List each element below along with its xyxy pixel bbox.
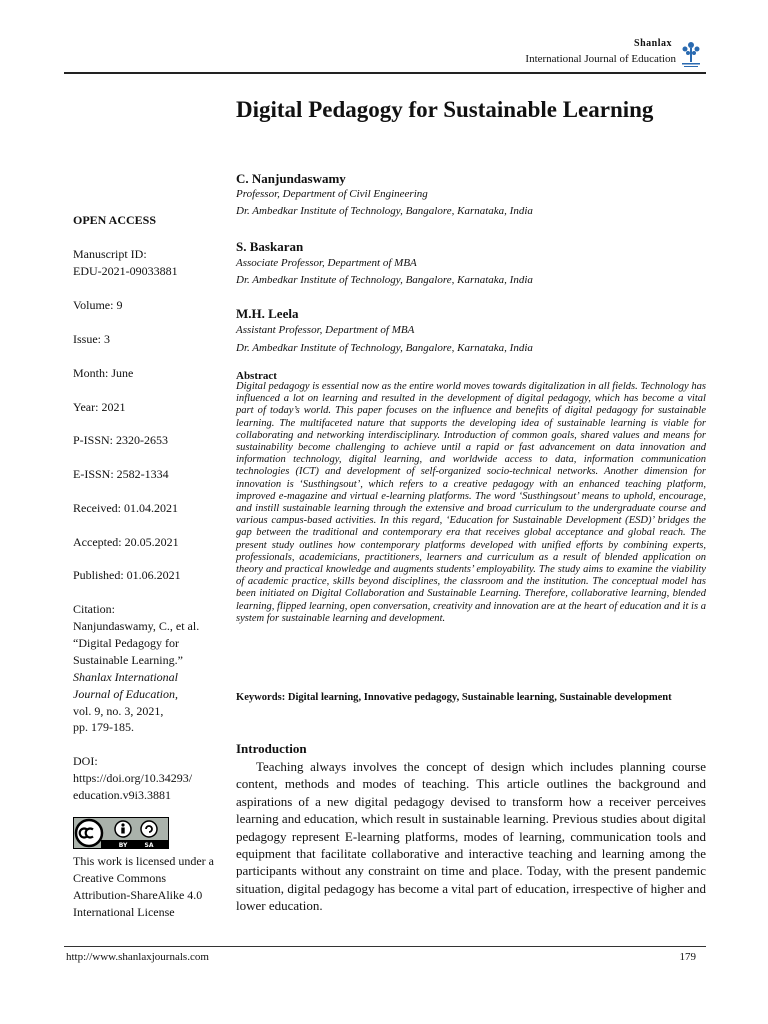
month: Month: June xyxy=(73,366,134,380)
license-text: This work is licensed under a Creative Commons Attribution-ShareAlike 4.0 International License xyxy=(73,854,214,919)
accepted-date: Accepted: 20.05.2021 xyxy=(73,535,179,549)
cc-sa-text: SA xyxy=(144,842,154,849)
author-institution-1: Dr. Ambedkar Institute of Technology, Bangalore, Karnataka, India xyxy=(236,205,533,217)
open-access-label: OPEN ACCESS xyxy=(73,213,157,227)
published-date: Published: 01.06.2021 xyxy=(73,568,181,582)
manuscript-label: Manuscript ID: xyxy=(73,247,147,261)
author-name-3: M.H. Leela xyxy=(236,306,299,321)
footer-url[interactable]: http://www.shanlaxjournals.com xyxy=(66,951,209,963)
journal-brand: Shanlax xyxy=(634,38,672,49)
manuscript-id: EDU-2021-09033881 xyxy=(73,264,178,278)
citation-journal: Shanlax International Journal of Education, xyxy=(73,670,178,701)
cc-by-sa-license-icon[interactable] xyxy=(73,817,169,849)
cc-by-text: BY xyxy=(118,842,128,849)
author-name-1: C. Nanjundaswamy xyxy=(236,171,346,186)
abstract-heading: Abstract xyxy=(236,370,277,382)
abstract-text: Digital pedagogy is essential now as the entire world moves towards digitalization in all fields. Technology has influenced a lot on learning and resulted in the development of digital pedagogy, which has become a vital part of today’s world. This paper focuses on the influence and benefits of digital pedagogy for sustainable learning. The multifaceted nature that supports the developing idea of sustainable learning is viable for collaborating and networking interdisciplinary. Introduction of common goals, shared values and means for sustainability become challenging to achieve until a rapid or fast advancement on data innovation and information technology, digital learning, and worldwide access to data, information communication technologies (ICT) and development of self-organized socio-technical networks. Another dimension for innovation is ‘Susthingsout’, which refers to a creative pedagogy with an enhanced teaching platform, improved e-magazine and virtual e-learning platforms. The word ‘Susthingsout’ means to uphold, encourage, and instill sustainable learning through the extensive and broad curriculum to the undergraduate course and various campus-based activities. In this regard, ‘Education for Sustainable Development (ESD)’ bridges the gap between the traditional and contemporary era that receives global acceptance and global reach. The present study outlines how contemporary platforms developed with unified efforts by combining experts, professionals, academicians, practitioners, learners and curriculum as a result of blended application on theory and practical knowledge and augments students’ employability. The study aims to examine the viability of academic practice, skills beyond disciplines, the classroom and the institution. The conceptual model has been initiated on Digital Collaboration and Sustainable Learning. Therefore, collaborative learning, blended learning, flipped learning, open conversation, creativity and innovation are at the heart of education and it is a system for sustainable learning and development. xyxy=(236,381,706,624)
header-rule xyxy=(64,72,706,74)
doi-link-line-1[interactable]: https://doi.org/10.34293/ xyxy=(73,771,193,785)
citation-label: Citation: xyxy=(73,602,115,616)
introduction-text: Teaching always involves the concept of design which includes planning course content, methods and modes of teaching. This article outlines the background and aspirations of a new digital pedagogy devised to transform how a receiver perceives learning and education, which result in sustainable learning. Previous studies about digital pedagogy represent E-learning platforms, modes of learning, communication tools and equipment that facilitate collaborative and interactive teaching and learning among the participants without any constraint on time and place. Today, with the present pandemic situation, digital pedagogy has become a vital part of education, irrespective of higher and lower education. xyxy=(236,759,706,914)
p-issn: P-ISSN: 2320-2653 xyxy=(73,433,169,447)
citation-pages: pp. 179-185. xyxy=(73,720,134,734)
issue: Issue: 3 xyxy=(73,332,110,346)
citation-volume: vol. 9, no. 3, 2021, xyxy=(73,704,164,718)
author-institution-3: Dr. Ambedkar Institute of Technology, Bangalore, Karnataka, India xyxy=(236,342,533,354)
doi-link-line-2[interactable]: education.v9i3.3881 xyxy=(73,788,171,802)
author-role-3: Assistant Professor, Department of MBA xyxy=(236,324,415,336)
shanlax-logo-icon xyxy=(680,40,702,70)
keywords: Keywords: Digital learning, Innovative pedagogy, Sustainable learning, Sustainable development xyxy=(236,692,672,703)
page-number: 179 xyxy=(679,951,696,963)
e-issn: E-ISSN: 2582-1334 xyxy=(73,467,169,481)
introduction-heading: Introduction xyxy=(236,741,307,756)
author-role-1: Professor, Department of Civil Engineering xyxy=(236,188,428,200)
paper-title: Digital Pedagogy for Sustainable Learning xyxy=(236,97,654,122)
journal-name: International Journal of Education xyxy=(525,53,676,65)
author-institution-2: Dr. Ambedkar Institute of Technology, Bangalore, Karnataka, India xyxy=(236,274,533,286)
author-role-2: Associate Professor, Department of MBA xyxy=(236,257,417,269)
doi-label: DOI: xyxy=(73,754,98,768)
year: Year: 2021 xyxy=(73,400,126,414)
footer-rule xyxy=(64,946,706,947)
citation-text: Nanjundaswamy, C., et al. “Digital Pedagogy for Sustainable Learning.” xyxy=(73,619,200,667)
author-name-2: S. Baskaran xyxy=(236,239,304,254)
volume: Volume: 9 xyxy=(73,298,123,312)
received-date: Received: 01.04.2021 xyxy=(73,501,178,515)
